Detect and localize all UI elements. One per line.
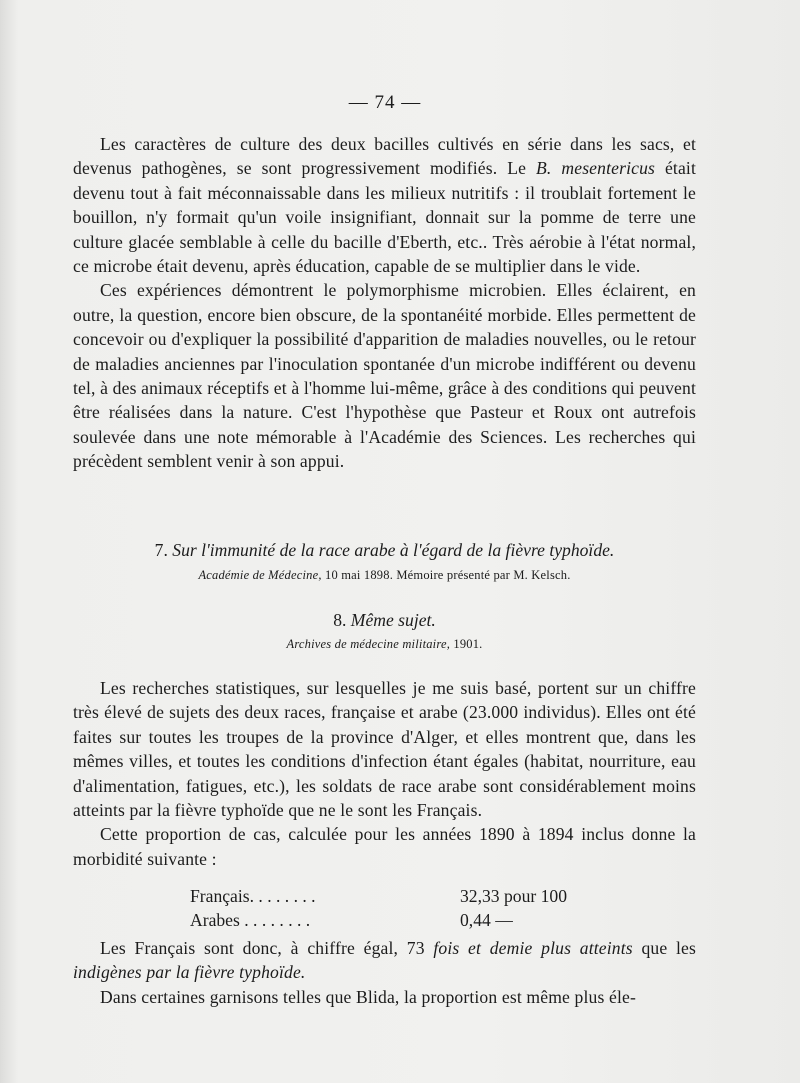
source-details: 1901. <box>450 637 483 651</box>
table-row-label: Français. . . . . . . . <box>190 886 316 906</box>
paragraph-text: Les caractères de culture des deux bacilles cultivés en série dans les sacs, et devenus pathogènes, se sont progressivement modifiés. Le <box>73 134 696 179</box>
section-number: 8. <box>333 610 347 630</box>
section-8-heading <box>73 610 696 652</box>
paragraph-culture-characteristics <box>73 132 696 278</box>
paragraph-text: était devenu tout à fait méconnaissable dans les milieux nutritifs : il troublait fortement le bouillon, n'y formait qu'un voile insignifiant, donnait sur la pomme de terre une culture glacée semblable à celle du bacille d'Eberth, etc.. Très aérobie à l'état normal, ce microbe était devenu, après éducation, capable de se multiplier dans le vide. <box>73 158 696 277</box>
paragraph-conclusion <box>73 936 696 985</box>
table-row-label: Arabes . . . . . . . . <box>190 910 311 931</box>
species-name: B. mesentericus <box>536 158 656 179</box>
section-title-text: Sur l'immunité de la race arabe à l'égard de la fièvre typhoïde. <box>172 540 615 560</box>
table-row-value: 32,33 pour 100 <box>460 886 568 906</box>
section-7-source <box>73 568 696 583</box>
table-row <box>73 884 696 908</box>
table-row <box>73 908 696 932</box>
conclusion-text <box>73 936 696 1009</box>
section-7-heading <box>73 540 696 583</box>
morbidity-table <box>73 884 696 933</box>
intro-text <box>73 132 696 474</box>
body-text <box>73 676 696 871</box>
page-number: — 74 — <box>348 92 422 113</box>
section-7-title <box>73 540 696 561</box>
emphasis-text: fois et demie plus atteints <box>433 938 633 958</box>
section-8-source <box>73 637 696 652</box>
source-venue: Académie de Médecine, <box>198 568 322 582</box>
source-details: 10 mai 1898. Mémoire présenté par M. Kelsch. <box>321 568 571 582</box>
section-8-title <box>73 610 696 631</box>
table-row-value: 0,44 — <box>460 910 513 931</box>
paragraph-polymorphism: Ces expériences démontrent le polymorphisme microbien. Elles éclairent, en outre, la question, encore bien obscure, de la spontanéité morbide. Elles permettent de concevoir ou d'expliquer la possibilité d'apparition de maladies nouvelles, ou le retour de maladies anciennes par l'inoculation spontanée d'un microbe indifférent ou devenu tel, à des animaux réceptifs et à l'homme lui-même, grâce à des conditions qui peuvent être réalisées dans la nature. C'est l'hypothèse que Pasteur et Roux ont autrefois soulevée dans une note mémorable à l'Académie des Sciences. Les recherches qui précèdent semblent venir à son appui. <box>73 280 696 472</box>
section-number: 7. <box>154 540 168 560</box>
paragraph-statistics: Les recherches statistiques, sur lesquelles je me suis basé, portent sur un chiffre très élevé de sujets des deux races, française et arabe (23.000 individus). Elles ont été faites sur toutes les troupes de la province d'Alger, et elles montrent que, dans les mêmes villes, et toutes les conditions d'infection étant égales (habitat, nourriture, eau d'alimentation, fatigues, etc.), les soldats de race arabe sont considérablement moins atteints par la fièvre typhoïde que ne le sont les Français. <box>73 678 696 821</box>
paragraph-text: que les <box>632 938 696 958</box>
paragraph-proportion: Cette proportion de cas, calculée pour les années 1890 à 1894 inclus donne la morbidité suivante : <box>73 824 696 869</box>
emphasis-text: indigènes par la fièvre typhoïde. <box>73 962 306 983</box>
paragraph-blida: Dans certaines garnisons telles que Blida, la proportion est même plus éle- <box>100 986 636 1007</box>
section-title-text: Même sujet. <box>350 610 436 630</box>
paragraph-text: Les Français sont donc, à chiffre égal, 73 <box>100 938 434 958</box>
source-venue: Archives de médecine militaire, <box>286 637 451 651</box>
